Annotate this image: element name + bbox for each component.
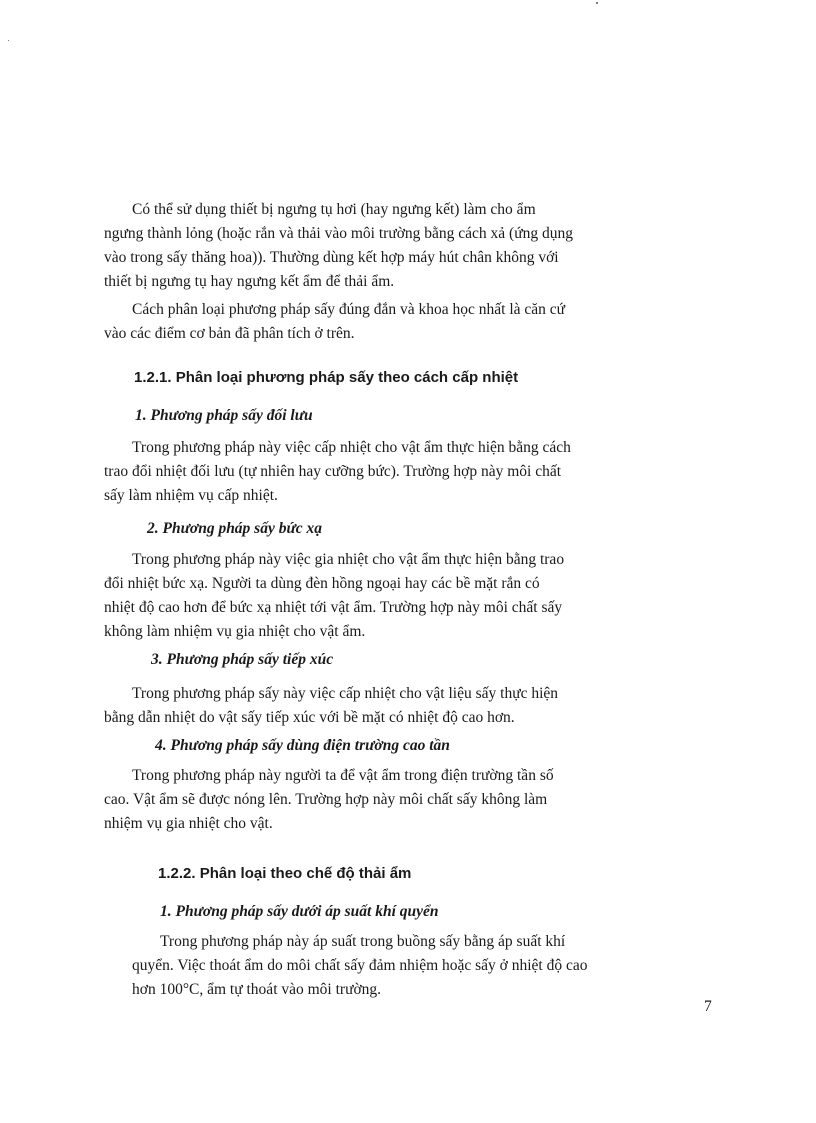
text-line: vào các điểm cơ bản đã phân tích ở trên. [104,325,355,342]
text-line: cao. Vật ẩm sẽ được nóng lên. Trường hợp này môi chất sấy không làm [104,791,548,808]
text-line: sấy làm nhiệm vụ cấp nhiệt. [104,487,278,504]
method-heading-contact: 3. Phương pháp sấy tiếp xúc [151,651,334,668]
method-heading-high-frequency: 4. Phương pháp sấy dùng điện trường cao tần [155,737,450,754]
section-heading-1-2-2: 1.2.2. Phân loại theo chế độ thải ẩm [158,865,412,882]
text-line: Trong phương pháp này người ta để vật ẩm trong điện trường tần số [132,767,554,784]
text-line: nhiệm vụ gia nhiệt cho vật. [104,815,273,832]
text-line: Cách phân loại phương pháp sấy đúng đắn và khoa học nhất là căn cứ [132,301,566,318]
text-line: Trong phương pháp sấy này việc cấp nhiệt cho vật liệu sấy thực hiện [132,685,559,702]
text-line: trao đổi nhiệt đối lưu (tự nhiên hay cưỡng bức). Trường hợp này môi chất [104,463,562,480]
text-line: đổi nhiệt bức xạ. Người ta dùng đèn hồng ngoại hay các bề mặt rắn có [104,575,540,592]
text-line: Trong phương pháp này áp suất trong buồng sấy bằng áp suất khí [160,933,566,950]
paragraph-classification [104,298,704,346]
scan-speck [8,40,9,41]
page-number: 7 [704,998,712,1015]
text-line: thiết bị ngưng tụ hay ngưng kết ẩm để thải ẩm. [104,273,395,290]
paragraph-high-frequency [104,764,704,836]
paragraph-atmospheric [132,930,712,1002]
text-line: Có thể sử dụng thiết bị ngưng tụ hơi (hay ngưng kết) làm cho ẩm [132,201,536,218]
text-line: Trong phương pháp này việc gia nhiệt cho vật ẩm thực hiện bằng trao [132,551,565,568]
text-line: nhiệt độ cao hơn để bức xạ nhiệt tới vật ẩm. Trường hợp này môi chất sấy [104,599,563,616]
paragraph-convection [104,436,704,508]
text-line: quyển. Việc thoát ẩm do môi chất sấy đảm nhiệm hoặc sấy ở nhiệt độ cao [132,957,588,974]
text-line: hơn 100°C, ẩm tự thoát vào môi trường. [132,981,382,998]
method-heading-atmospheric: 1. Phương pháp sấy dưới áp suất khí quyển [160,903,439,920]
text-line: không làm nhiệm vụ gia nhiệt cho vật ẩm. [104,623,366,640]
paragraph-contact [104,682,704,730]
scan-speck [596,2,598,4]
text-line: bằng dẫn nhiệt do vật sấy tiếp xúc với bề mặt có nhiệt độ cao hơn. [104,709,515,726]
paragraph-radiation [104,548,704,644]
text-line: Trong phương pháp này việc cấp nhiệt cho vật ẩm thực hiện bằng cách [132,439,571,456]
method-heading-radiation: 2. Phương pháp sấy bức xạ [147,520,323,537]
method-heading-convection: 1. Phương pháp sấy đối lưu [135,407,313,424]
section-heading-1-2-1: 1.2.1. Phân loại phương pháp sấy theo cách cấp nhiệt [134,369,519,386]
text-line: vào trong sấy thăng hoa)). Thường dùng kết hợp máy hút chân không với [104,249,559,266]
text-line: ngưng thành lỏng (hoặc rắn và thải vào môi trường bằng cách xả (ứng dụng [104,225,573,242]
paragraph-condensation [104,198,704,294]
